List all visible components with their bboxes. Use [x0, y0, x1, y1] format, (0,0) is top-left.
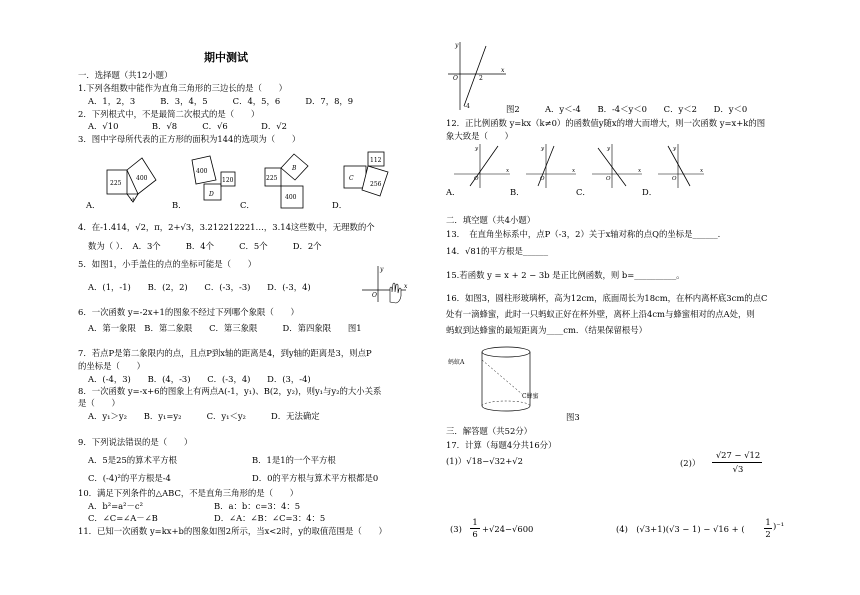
svg-text:x: x: [501, 67, 505, 74]
q9-option-a: A．5是25的算术平方根: [88, 455, 178, 465]
q17-part3-den: 6: [472, 529, 478, 539]
q3-label-b: B．: [172, 200, 187, 210]
svg-text:O: O: [540, 176, 545, 182]
q10-option-d: D．∠A：∠B：∠C=3：4：5: [214, 513, 326, 523]
q3a-label: A: [131, 197, 135, 203]
q17-part2-fraction-bar: [712, 462, 762, 463]
q12-text-b: 象大致是（ ）: [446, 131, 513, 141]
q10-option-c: C．∠C=∠A－∠B: [88, 513, 158, 523]
q3b-400: 400: [196, 168, 208, 175]
q7-options: A．(-4，3) B．(4，-3) C．(-3，4) D．(3，-4): [88, 374, 311, 384]
q7-text: 7．若点P是第二象限内的点，且点P到x轴的距离是4，到y轴的距离是3，则点P: [78, 348, 372, 358]
q17-part4-expr: (4) (√3+1)(√3 − 1) − √16 + (: [616, 524, 745, 534]
q4-options: 数为（ ）． A．3个 B．4个 C．5个 D．2个: [88, 241, 322, 251]
q9-text: 9．下列说法错误的是（ ）: [78, 437, 193, 447]
q1-text: 1.下列各组数中能作为直角三角形的三边长的是（ ）: [78, 83, 287, 93]
q12-label-d: D．: [642, 187, 658, 197]
q11-text: 11．已知一次函数 y=kx+b的图象如图2所示，当x<2时，y的取值范围是（ ）: [78, 526, 387, 536]
svg-text:x: x: [572, 168, 576, 174]
fig2-caption: 图2: [506, 104, 520, 114]
q3-figure-c: [265, 154, 308, 208]
svg-text:O: O: [672, 176, 677, 182]
q17-part2-num: √27 − √12: [715, 450, 761, 460]
q3d-256: 256: [370, 181, 382, 188]
fig3-ant-label: 蚂蚁A: [448, 359, 465, 366]
q12-label-c: C．: [576, 187, 591, 197]
q3a-400: 400: [136, 175, 148, 182]
q3d-label: C: [349, 175, 354, 182]
svg-text:y: y: [380, 266, 384, 273]
svg-text:x: x: [506, 168, 510, 174]
q17-part4-num: 1: [765, 517, 771, 527]
section1-header: 一．选择题（共12小题）: [78, 70, 173, 80]
svg-text:O: O: [453, 75, 458, 82]
svg-text:O: O: [474, 176, 479, 182]
q3d-112: 112: [370, 157, 382, 164]
figure-1: [360, 262, 410, 304]
svg-text:-4: -4: [464, 103, 470, 110]
q3c-label: B: [292, 165, 297, 172]
q16-text: 16．如图3，圆柱形玻璃杯，高为12cm，底面周长为18cm，在杯内离杯底3cm的点C: [446, 293, 768, 303]
q9-option-c: C．(-4)²的平方根是-4: [88, 473, 171, 483]
svg-text:x: x: [404, 283, 408, 290]
q8-text: 8．一次函数 y=-x+6的图象上有两点A(-1，y₁)、B(2，y₂)，则y₁与y₂的大小关系: [78, 386, 382, 396]
q3b-120: 120: [222, 177, 234, 184]
q6-options: A．第一象限 B．第二象限 C．第三象限 D．第四象限 图1: [88, 323, 362, 333]
q17-part3-num: 1: [472, 517, 478, 527]
q12-graphs: [446, 142, 706, 192]
svg-text:y: y: [607, 146, 611, 152]
svg-text:x: x: [638, 168, 642, 174]
figure-3: [446, 344, 556, 416]
q11-options: A．y＜-4 B．-4＜y＜0 C．y＜2 D．y＜0: [545, 104, 748, 114]
fig3-caption: 图3: [566, 412, 580, 422]
q7-text-b: 的坐标是（ ）: [78, 361, 145, 371]
fig3-honey-label: C蜂蜜: [522, 393, 539, 400]
q10-option-a: A．b²=a²－c²: [88, 501, 143, 511]
q1-options: A．1，2，3 B．3，4，5 C．4，5，6 D．7，8，9: [88, 96, 354, 106]
q3-figure-a: [107, 158, 156, 203]
q6-text: 6．一次函数 y=-2x+1的图象不经过下列哪个象限（ ）: [78, 307, 299, 317]
q10-option-b: B．a：b：c=3：4：5: [214, 501, 301, 511]
svg-text:2: 2: [479, 75, 483, 82]
svg-text:y: y: [673, 146, 677, 152]
svg-text:O: O: [372, 292, 377, 299]
q17-part4-exp: )⁻¹: [773, 521, 785, 531]
q3-figure-b: [192, 156, 235, 200]
q12-text: 12．正比例函数 y=kx（k≠0）的函数值y随x的增大而增大，则一次函数 y=x+k的图: [446, 118, 766, 128]
section3-header: 三．解答题（共52分）: [446, 426, 533, 436]
svg-text:x: x: [700, 168, 704, 174]
q3-label-d: D．: [332, 200, 348, 210]
q9-option-b: B．1是1的一个平方根: [252, 455, 336, 465]
q17-part2-den: √3: [732, 464, 744, 474]
q8-text-b: 是（ ）: [78, 398, 120, 408]
svg-text:O: O: [606, 176, 611, 182]
q12-graph-d: [658, 144, 704, 188]
q17-part3-rest: +√24−√600: [482, 524, 534, 534]
q8-options: A．y₁＞y₂ B．y₁=y₂ C．y₁＜y₂ D．无法确定: [88, 411, 320, 421]
q2-text: 2．下列根式中，不是最简二次根式的是（ ）: [78, 109, 260, 119]
q3b-label: D: [209, 191, 214, 198]
svg-text:y: y: [455, 42, 459, 49]
q17-part2-label: (2)）: [680, 458, 701, 468]
q12-label-b: B．: [510, 187, 525, 197]
q3c-225: 225: [266, 175, 278, 182]
q17-part3-label: (3): [450, 524, 462, 534]
q12-graph-a: [454, 144, 510, 188]
q17-part4-den: 2: [765, 529, 771, 539]
figure-2: [444, 38, 514, 112]
q15-text: 15.若函数 y = x + 2 − 3b 是正比例函数，则 b=__________。: [446, 270, 685, 280]
q3-label-a: A．: [86, 200, 101, 210]
q17-part1: (1)）√18−√32+√2: [446, 456, 523, 466]
q17-text: 17．计算（每题4分共16分）: [446, 440, 557, 450]
q16-text-c: 蚂蚁到达蜂蜜的最短距离为____cm．（结果保留根号）: [446, 325, 648, 335]
q3a-225: 225: [110, 180, 122, 187]
q2-options: A．√10 B．√8 C．√6 D．√2: [88, 121, 287, 131]
q3c-400: 400: [285, 194, 297, 201]
q4-text: 4．在-1.414，√2，π，2+√3，3.212212221…，3.14这些数中，无理数的个: [78, 222, 375, 232]
svg-text:y: y: [541, 146, 545, 152]
svg-text:y: y: [475, 146, 479, 152]
page-title: 期中测试: [204, 51, 248, 64]
q14-text: 14．√81的平方根是______: [446, 246, 549, 256]
q12-graph-b: [526, 144, 576, 188]
q12-graph-c: [592, 144, 642, 188]
q9-option-d: D．0的平方根与算术平方根都是0: [252, 473, 379, 483]
section2-header: 二．填空题（共4小题）: [446, 215, 536, 225]
q10-text: 10．满足下列条件的△ABC，不是直角三角形的是（ ）: [78, 488, 299, 498]
q13-text: 13． 在直角坐标系中，点P（-3，2）关于x轴对称的点Q的坐标是______.: [446, 229, 721, 239]
q12-label-a: A．: [446, 187, 461, 197]
q5-options: A．(1，-1) B．(2，2) C．(-3，-3) D．(-3，4): [88, 282, 311, 292]
q5-text: 5．如图1，小手盖住的点的坐标可能是（ ）: [78, 259, 257, 269]
q3-text: 3．图中字母所代表的正方形的面积为144的选项为（ ）: [78, 134, 301, 144]
hand-icon: [390, 283, 401, 303]
q3-label-c: C．: [240, 200, 255, 210]
q16-text-b: 处有一滴蜂蜜，此时一只蚂蚁正好在杯外壁，离杯上沿4cm与蜂蜜相对的点A处，则: [446, 309, 755, 319]
q3-figure-d: [344, 152, 388, 196]
